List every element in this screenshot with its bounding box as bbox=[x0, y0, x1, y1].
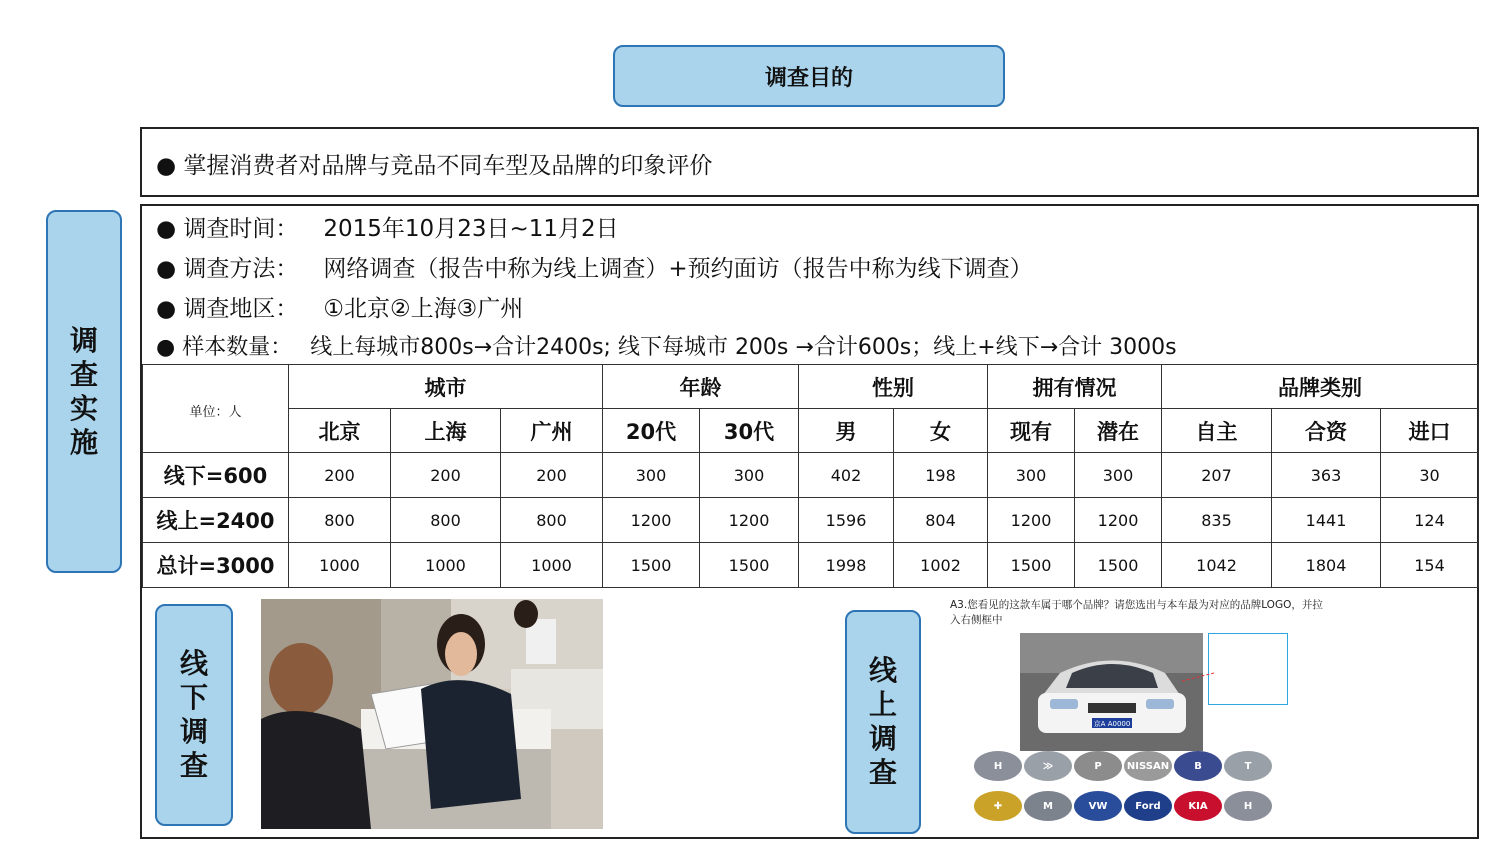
nissan-logo-icon[interactable]: NISSAN bbox=[1124, 751, 1172, 781]
bullet-region: ● 调查地区： ①北京②上海③广州 bbox=[156, 290, 523, 323]
offline-label-text: 线下调查 bbox=[180, 647, 209, 782]
table-cell: 207 bbox=[1162, 453, 1272, 498]
table-cell: 1596 bbox=[799, 498, 894, 543]
bullet-sample: ● 样本数量： 线上每城市800s→合计2400s; 线下每城市 200s →合计600s；线上+线下→合计 3000s bbox=[156, 330, 1177, 361]
table-cell: 835 bbox=[1162, 498, 1272, 543]
toyota-logo-icon[interactable]: T bbox=[1224, 751, 1272, 781]
online-survey-label bbox=[845, 610, 921, 834]
table-cell: 1200 bbox=[1075, 498, 1162, 543]
subheader: 现有 bbox=[988, 409, 1075, 453]
online-label-text: 线上调查 bbox=[869, 654, 898, 789]
table-cell: 1500 bbox=[988, 543, 1075, 588]
purpose-title: 调查目的 bbox=[764, 65, 853, 91]
subheader: 进口 bbox=[1381, 409, 1479, 453]
table-cell: 800 bbox=[391, 498, 501, 543]
group-header: 年龄 bbox=[603, 365, 799, 409]
table-cell: 300 bbox=[603, 453, 700, 498]
buick-logo-icon[interactable]: B bbox=[1174, 751, 1222, 781]
group-header: 性别 bbox=[799, 365, 988, 409]
subheader: 合资 bbox=[1272, 409, 1381, 453]
table-cell: 402 bbox=[799, 453, 894, 498]
citroen-logo-icon[interactable]: ≫ bbox=[1024, 751, 1072, 781]
subheader: 上海 bbox=[391, 409, 501, 453]
table-cell: 300 bbox=[700, 453, 799, 498]
table-row bbox=[143, 498, 1479, 543]
mazda-logo-icon[interactable]: M bbox=[1024, 791, 1072, 821]
table-cell: 1441 bbox=[1272, 498, 1381, 543]
table-cell: 300 bbox=[1075, 453, 1162, 498]
bullet-region-label: 调查地区： bbox=[183, 296, 299, 322]
table-cell: 1000 bbox=[501, 543, 603, 588]
bullet-method-value: 网络调查（报告中称为线上调查）+预约面访（报告中称为线下调查） bbox=[323, 256, 1033, 282]
drop-target-box[interactable] bbox=[1208, 633, 1288, 705]
bullet-method-label: 调查方法： bbox=[183, 256, 299, 282]
subheader: 自主 bbox=[1162, 409, 1272, 453]
table-cell: 200 bbox=[289, 453, 391, 498]
group-header: 城市 bbox=[289, 365, 603, 409]
table-cell: 1500 bbox=[1075, 543, 1162, 588]
row-label: 线上=2400 bbox=[143, 498, 289, 543]
bullet-sample-label: 样本数量： bbox=[182, 335, 293, 360]
table-unit-cell bbox=[143, 365, 289, 453]
volkswagen-logo-icon[interactable]: VW bbox=[1074, 791, 1122, 821]
survey-question: A3.您看见的这款车属于哪个品牌？请您选出与本车最为对应的品牌LOGO，并拉入右侧框中 bbox=[950, 599, 1323, 626]
purpose-bullet-line: ● 掌握消费者对品牌与竞品不同车型及品牌的印象评价 bbox=[156, 153, 713, 179]
table-cell: 1500 bbox=[700, 543, 799, 588]
table-cell: 1042 bbox=[1162, 543, 1272, 588]
honda-logo-icon[interactable]: H bbox=[1224, 791, 1272, 821]
implementation-label-text: 调查实施 bbox=[70, 323, 99, 459]
table-cell: 1000 bbox=[289, 543, 391, 588]
subheader: 女 bbox=[894, 409, 988, 453]
subheader: 广州 bbox=[501, 409, 603, 453]
table-row bbox=[143, 453, 1479, 498]
bullet-method: ● 调查方法： 网络调查（报告中称为线上调查）+预约面访（报告中称为线下调查） bbox=[156, 250, 1033, 283]
table-cell: 200 bbox=[391, 453, 501, 498]
drag-arrow-icon bbox=[1182, 671, 1216, 683]
car-image bbox=[1020, 633, 1203, 751]
bullet-region-value: ①北京②上海③广州 bbox=[323, 296, 524, 322]
chevrolet-logo-icon[interactable]: ✚ bbox=[974, 791, 1022, 821]
table-cell: 1500 bbox=[603, 543, 700, 588]
purpose-bullet: 掌握消费者对品牌与竞品不同车型及品牌的印象评价 bbox=[183, 153, 713, 179]
table-cell: 30 bbox=[1381, 453, 1479, 498]
plate-text: 京A A0000 bbox=[1093, 720, 1131, 728]
subheader: 潜在 bbox=[1075, 409, 1162, 453]
hyundai-logo-icon[interactable]: H bbox=[974, 751, 1022, 781]
table-group-header-row bbox=[143, 365, 1479, 409]
brand-logo-grid bbox=[974, 751, 1274, 831]
table-cell: 1002 bbox=[894, 543, 988, 588]
bullet-sample-value: 线上每城市800s→合计2400s; 线下每城市 200s →合计600s；线上+线下→合计 3000s bbox=[310, 335, 1177, 360]
implementation-side-label bbox=[46, 210, 122, 573]
subheader: 北京 bbox=[289, 409, 391, 453]
table-row bbox=[143, 543, 1479, 588]
table-unit: 单位：人 bbox=[189, 404, 242, 420]
group-header: 品牌类别 bbox=[1162, 365, 1479, 409]
table-cell: 300 bbox=[988, 453, 1075, 498]
row-label: 总计=3000 bbox=[143, 543, 289, 588]
table-cell: 1200 bbox=[988, 498, 1075, 543]
table-cell: 198 bbox=[894, 453, 988, 498]
table-cell: 1998 bbox=[799, 543, 894, 588]
bullet-time: ● 调查时间： 2015年10月23日~11月2日 bbox=[156, 210, 619, 243]
purpose-title-badge bbox=[613, 45, 1005, 107]
table-cell: 800 bbox=[501, 498, 603, 543]
ford-logo-icon[interactable]: Ford bbox=[1124, 791, 1172, 821]
table-cell: 124 bbox=[1381, 498, 1479, 543]
implementation-box bbox=[140, 204, 1479, 839]
table-cell: 1804 bbox=[1272, 543, 1381, 588]
offline-survey-label bbox=[155, 604, 233, 826]
table-cell: 200 bbox=[501, 453, 603, 498]
row-label: 线下=600 bbox=[143, 453, 289, 498]
sample-table bbox=[142, 364, 1479, 588]
peugeot-logo-icon[interactable]: P bbox=[1074, 751, 1122, 781]
purpose-box bbox=[140, 127, 1479, 197]
table-cell: 804 bbox=[894, 498, 988, 543]
interview-photo bbox=[261, 599, 603, 829]
table-cell: 154 bbox=[1381, 543, 1479, 588]
subheader: 男 bbox=[799, 409, 894, 453]
table-cell: 1200 bbox=[700, 498, 799, 543]
kia-logo-icon[interactable]: KIA bbox=[1174, 791, 1222, 821]
subheader: 20代 bbox=[603, 409, 700, 453]
table-cell: 800 bbox=[289, 498, 391, 543]
table-subheader-row bbox=[143, 409, 1479, 453]
bullet-time-value: 2015年10月23日~11月2日 bbox=[323, 216, 619, 242]
group-header: 拥有情况 bbox=[988, 365, 1162, 409]
table-cell: 1200 bbox=[603, 498, 700, 543]
subheader: 30代 bbox=[700, 409, 799, 453]
bullet-time-label: 调查时间： bbox=[183, 216, 299, 242]
table-cell: 1000 bbox=[391, 543, 501, 588]
table-cell: 363 bbox=[1272, 453, 1381, 498]
